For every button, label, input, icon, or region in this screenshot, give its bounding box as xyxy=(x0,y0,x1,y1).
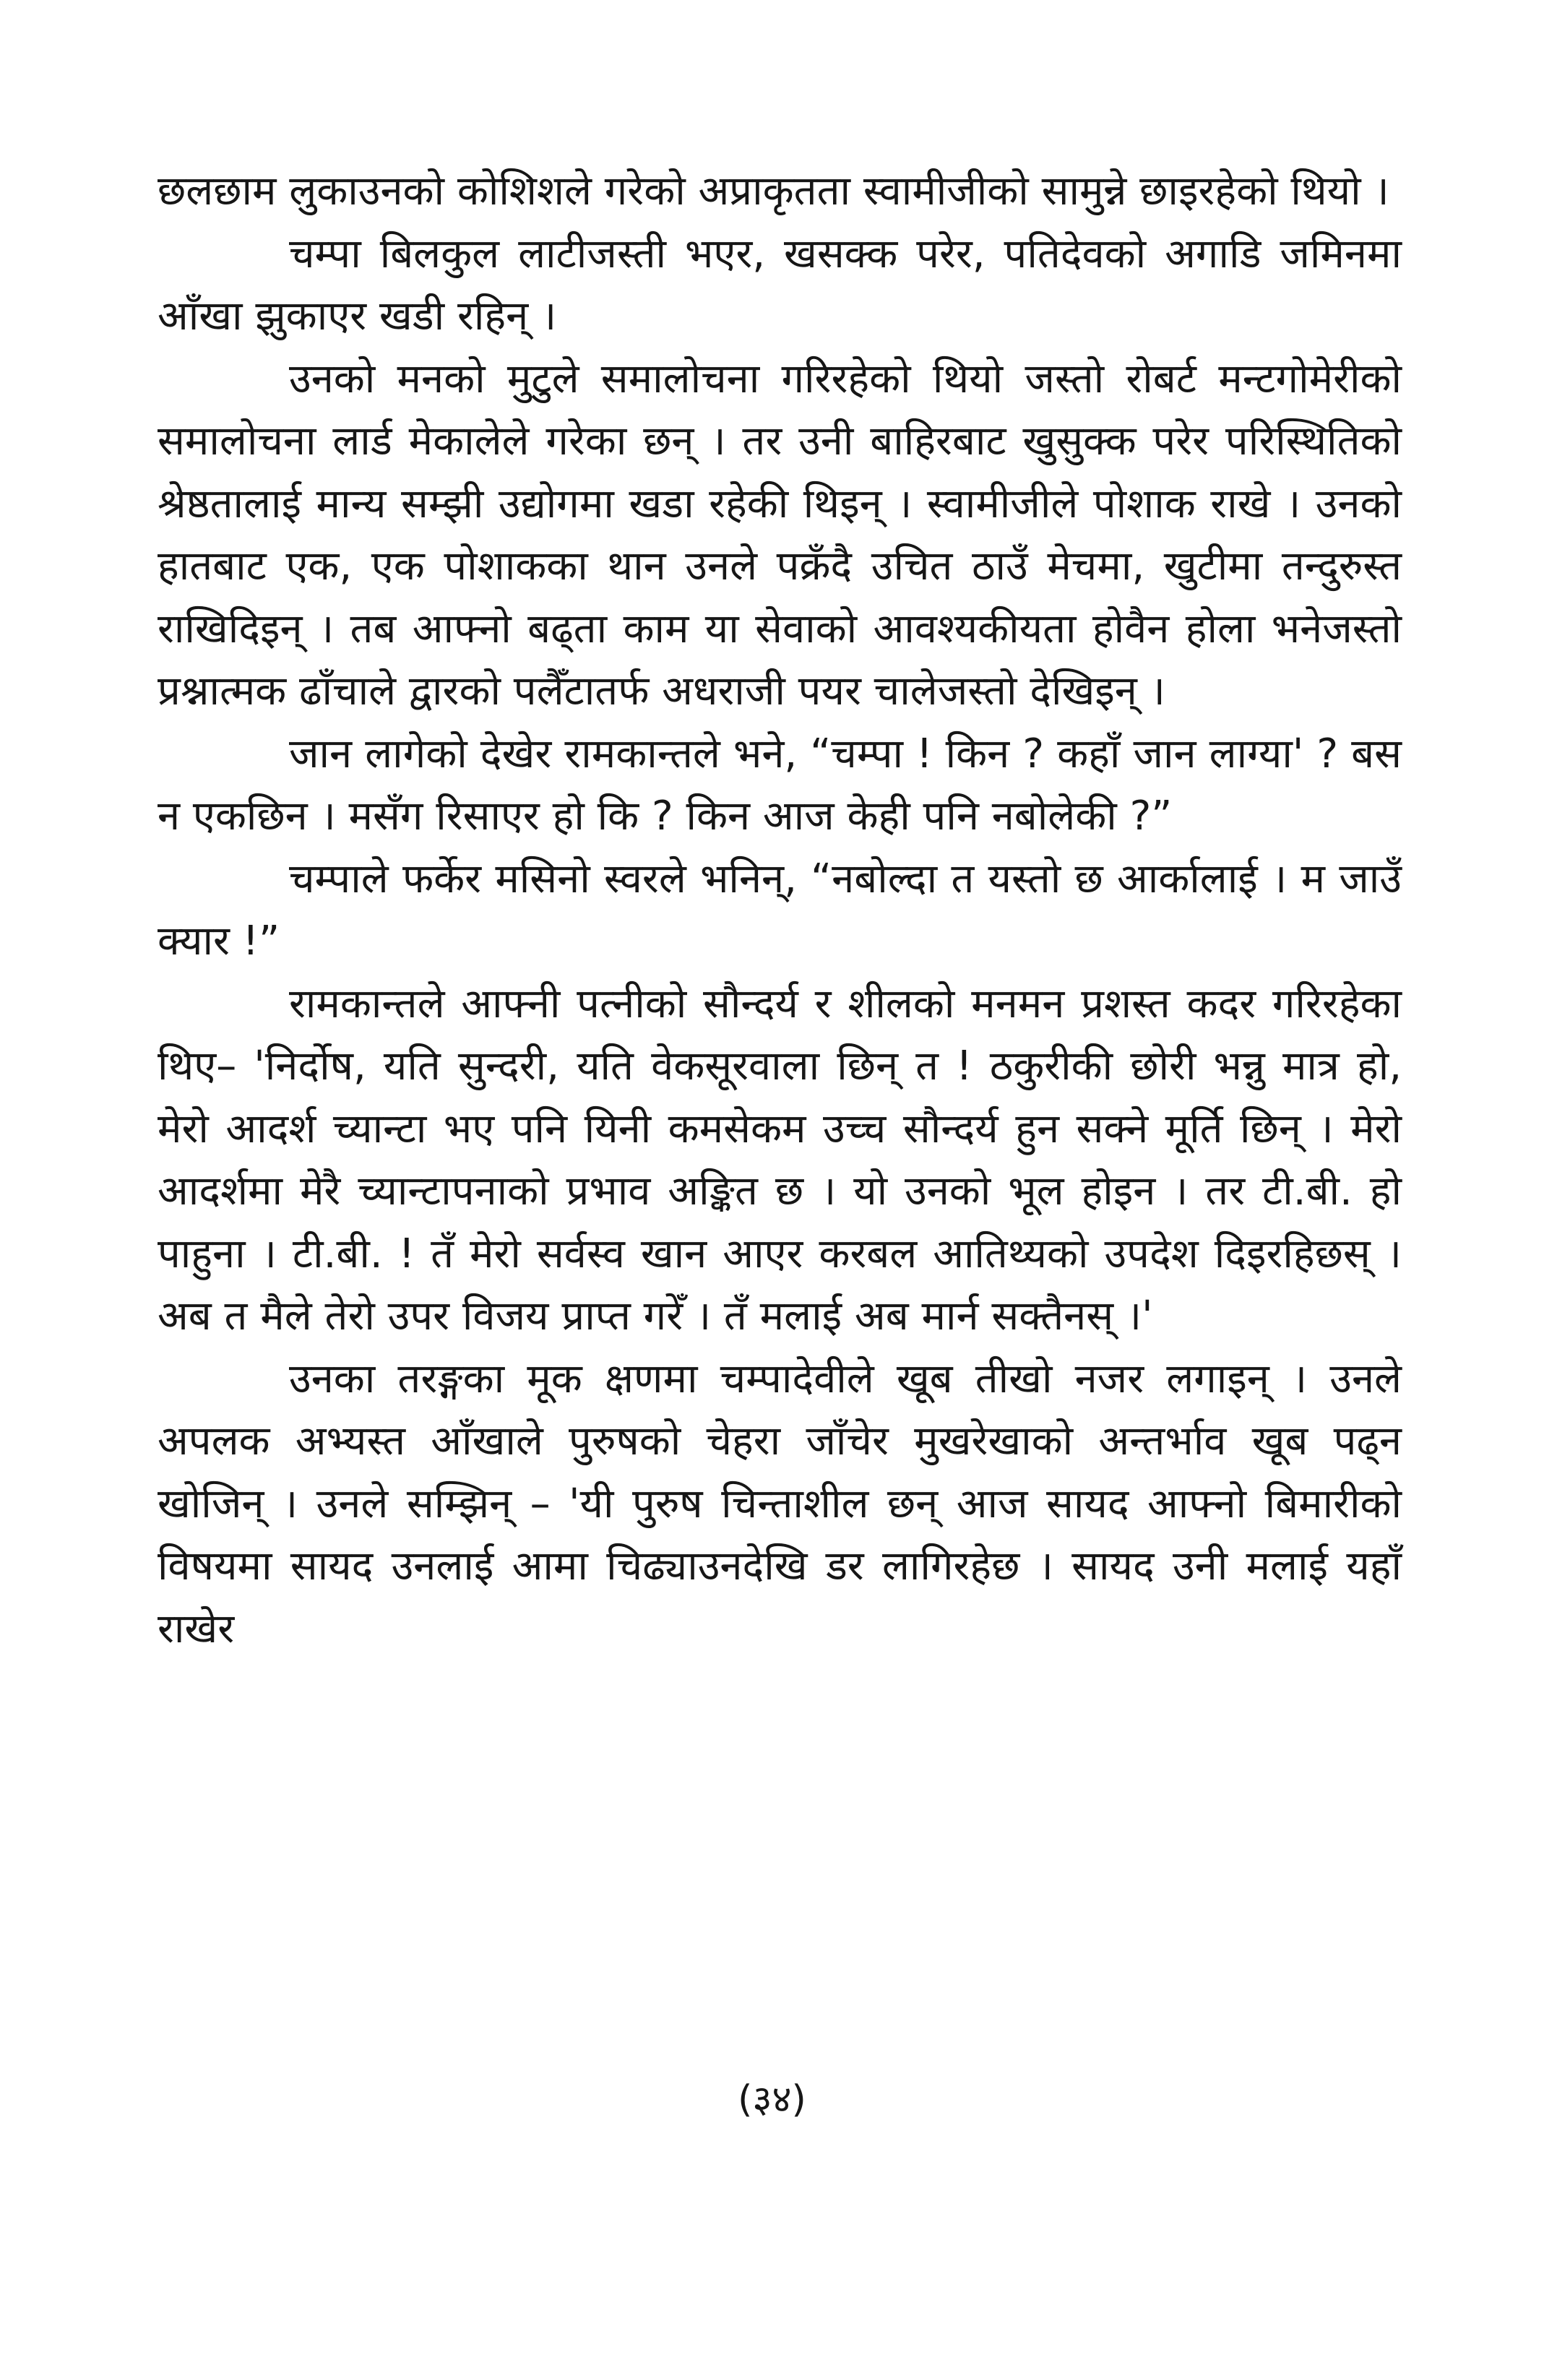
body-text xyxy=(158,160,1402,1660)
paragraph-1: छलछाम लुकाउनको कोशिशले गरेको अप्राकृतता स्वामीजीको सामुन्ने छाइरहेको थियो । xyxy=(158,168,1389,215)
paragraph-7: उनका तरङ्गका मूक क्षणमा चम्पादेवीले खूब तीखो नजर लगाइन् । उनले अपलक अभ्यस्त आँखाले पुरुषको चेहरा जाँचेर मुखरेखाको अन्तर्भाव खूब पढ्न खोजिन् । उनले सम्झिन् – 'यी पुरुष चिन्ताशील छन् आज सायद आफ्नो बिमारीको विषयमा सायद उनलाई आमा चिढ्याउनदेखि डर लागिरहेछ । सायद उनी मलाई यहाँ राखेर xyxy=(158,1355,1402,1652)
page-number: (३४) xyxy=(738,2078,806,2121)
paragraph-3: उनको मनको मुटुले समालोचना गरिरहेको थियो जस्तो रोबर्ट मन्टगोमेरीको समालोचना लार्ड मेकालेले गरेका छन् । तर उनी बाहिरबाट खुसुक्क परेर परिस्थितिको श्रेष्ठतालाई मान्य सम्झी उद्योगमा खडा रहेकी थिइन् । स्वामीजीले पोशाक राखे । उनको हातबाट एक, एक पोशाकका थान उनले पक्रँदै उचित ठाउँ मेचमा, खुटीमा तन्दुरुस्त राखिदिइन् । तब आफ्नो बढ्ता काम या सेवाको आवश्यकीयता होवैन होला भनेजस्तो प्रश्नात्मक ढाँचाले द्वारको पलैँटातर्फ अधराजी पयर चालेजस्तो देखिइन् । xyxy=(158,355,1402,715)
paragraph-5: चम्पाले फर्केर मसिनो स्वरले भनिन्, “नबोल्दा त यस्तो छ आर्कालाई । म जाउँ क्यार !” xyxy=(158,855,1402,965)
paragraph-2: चम्पा बिलकुल लाटीजस्ती भएर, खसक्क परेर, पतिदेवको अगाडि जमिनमा आँखा झुकाएर खडी रहिन् । xyxy=(158,230,1402,340)
paragraph-6: रामकान्तले आफ्नी पत्नीको सौन्दर्य र शीलको मनमन प्रशस्त कदर गरिरहेका थिए– 'निर्दोष, यति सुन्दरी, यति वेकसूरवाला छिन् त ! ठकुरीकी छोरी भन्नु मात्र हो, मेरो आदर्श च्यान्टा भए पनि यिनी कमसेकम उच्च सौन्दर्य हुन सक्ने मूर्ति छिन् । मेरो आदर्शमा मेरै च्यान्टापनाको प्रभाव अङ्कित छ । यो उनको भूल होइन । तर टी.बी. हो पाहुना । टी.बी. ! तँ मेरो सर्वस्व खान आएर करबल आतिथ्यको उपदेश दिइरहिछस् । अब त मैले तेरो उपर विजय प्राप्त गरेँ । तँ मलाई अब मार्न सक्तैनस् ।' xyxy=(158,980,1402,1340)
paragraph-4: जान लागेको देखेर रामकान्तले भने, “चम्पा ! किन ? कहाँ जान लाग्या' ? बस न एकछिन । मसँग रिसाएर हो कि ? किन आज केही पनि नबोलेकी ?” xyxy=(158,730,1402,840)
